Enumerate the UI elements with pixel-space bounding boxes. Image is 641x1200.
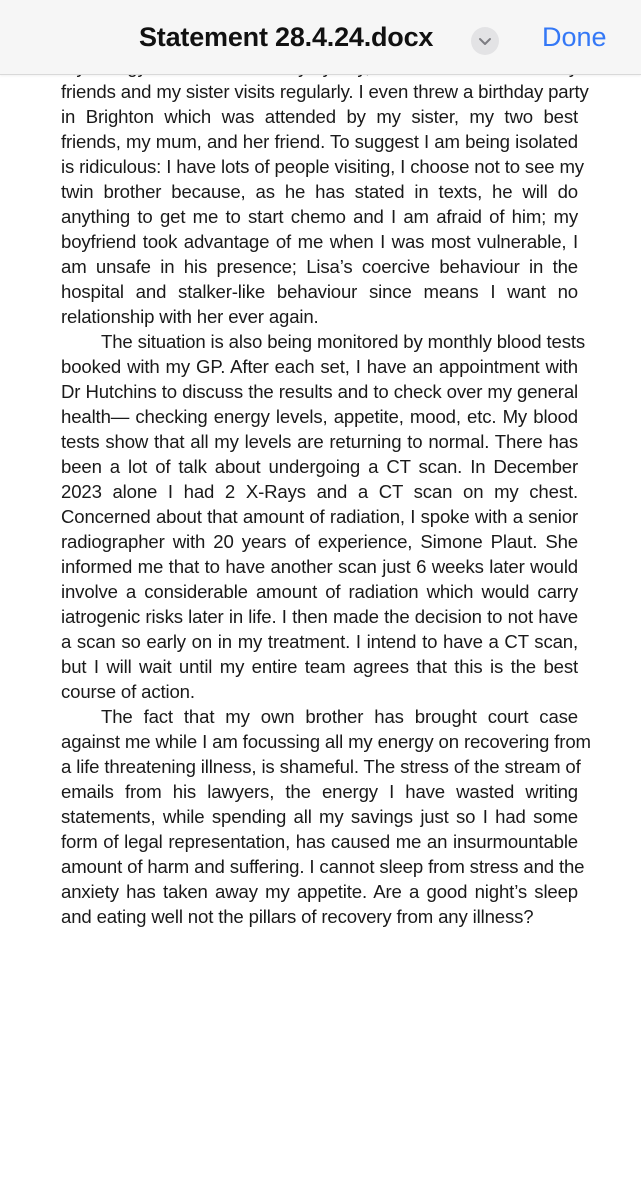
text-line: friends and my sister visits regularly. I even threw a birthday party xyxy=(61,81,589,102)
quicklook-header xyxy=(0,0,641,75)
text-line: relationship with her ever again. xyxy=(61,306,319,327)
text-line: involve a considerable amount of radiation which would carry xyxy=(61,581,578,602)
text-line: statements, while spending all my savings just so I had some xyxy=(61,806,578,827)
text-line: 2023 alone I had 2 X-Rays and a CT scan on my chest. xyxy=(61,481,578,502)
text-line: in Brighton which was attended by my sister, my two best xyxy=(61,106,578,127)
text-line: tests show that all my levels are returning to normal. There has xyxy=(61,431,578,452)
text-line: am unsafe in his presence; Lisa’s coercive behaviour in the xyxy=(61,256,578,277)
text-line: Concerned about that amount of radiation, I spoke with a senior xyxy=(61,506,578,527)
text-line: radiographer with 20 years of experience, Simone Plaut. She xyxy=(61,531,578,552)
text-line: Dr Hutchins to discuss the results and to check over my general xyxy=(61,381,578,402)
text-line: twin brother because, as he has stated in texts, he will do xyxy=(61,181,578,202)
text-line: amount of harm and suffering. I cannot sleep from stress and the xyxy=(61,856,585,877)
text-line: booked with my GP. After each set, I have an appointment with xyxy=(61,356,578,377)
title-menu-button[interactable] xyxy=(471,27,499,55)
text-line: is ridiculous: I have lots of people visiting, I choose not to see my xyxy=(61,156,584,177)
text-line: anything to get me to start chemo and I am afraid of him; my xyxy=(61,206,578,227)
text-line: health— checking energy levels, appetite, mood, etc. My blood xyxy=(61,406,578,427)
document-title: Statement 28.4.24.docx xyxy=(139,22,434,52)
text-line: and eating well not the pillars of recovery from any illness? xyxy=(61,906,534,927)
text-line: but I will wait until my entire team agrees that this is the best xyxy=(61,656,578,677)
text-line: iatrogenic risks later in life. I then made the decision to not have xyxy=(61,606,578,627)
text-line: a scan so early on in my treatment. I intend to have a CT scan, xyxy=(61,631,578,652)
text-line: informed me that to have another scan just 6 weeks later would xyxy=(61,556,578,577)
text-line: been a lot of talk about undergoing a CT scan. In December xyxy=(61,456,578,477)
text-line: The situation is also being monitored by monthly blood tests xyxy=(101,331,586,352)
text-line: a life threatening illness, is shameful. The stress of the stream of xyxy=(61,756,581,777)
text-line: boyfriend took advantage of me when I was most vulnerable, I xyxy=(61,231,578,252)
text-line: course of action. xyxy=(61,681,195,702)
text-line: against me while I am focussing all my energy on recovering from xyxy=(61,731,591,752)
text-line: friends, my mum, and her friend. To suggest I am being isolated xyxy=(61,131,578,152)
chevron-down-icon xyxy=(478,37,492,46)
text-line: The fact that my own brother has brought court case xyxy=(101,706,578,727)
text-line: hospital and stalker-like behaviour since means I want no xyxy=(61,281,578,302)
done-button[interactable]: Done xyxy=(542,22,607,52)
text-line: form of legal representation, has caused me an insurmountable xyxy=(61,831,578,852)
text-line: anxiety has taken away my appetite. Are a good night’s sleep xyxy=(61,881,578,902)
text-line: emails from his lawyers, the energy I have wasted writing xyxy=(61,781,578,802)
